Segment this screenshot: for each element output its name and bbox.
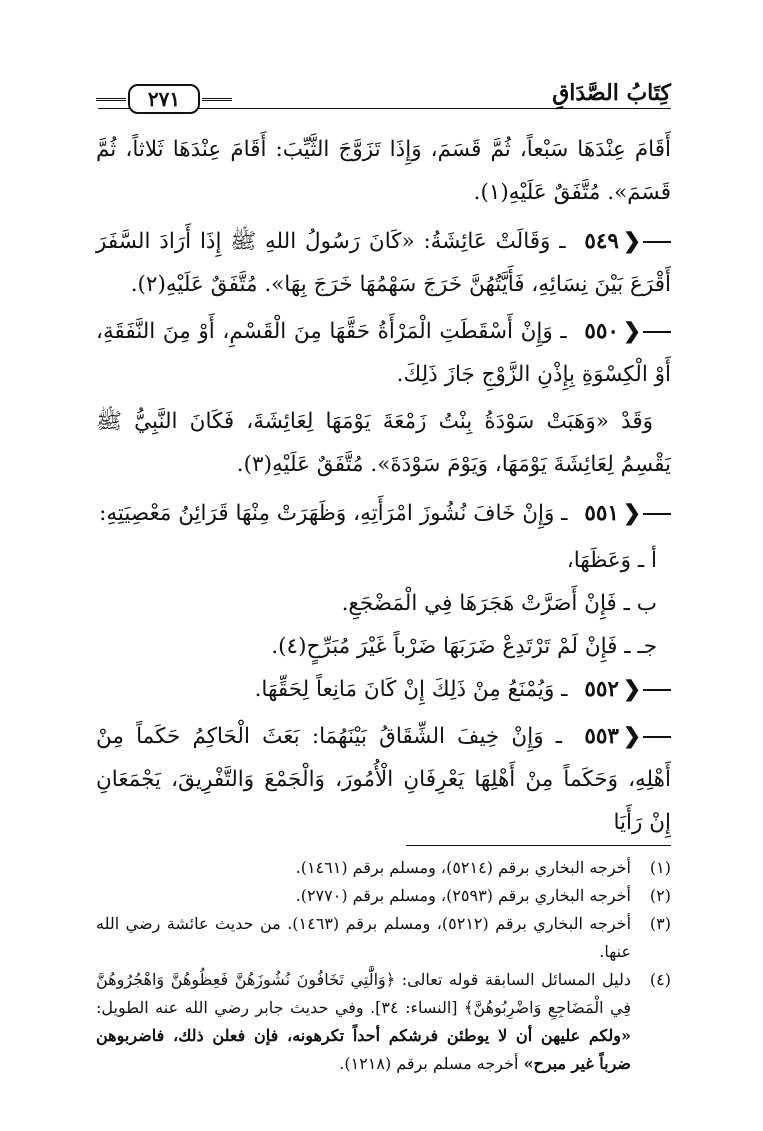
page-header [98, 78, 671, 120]
footnote-number: (١) [649, 858, 671, 877]
footnote-text: أخرجه البخاري برقم (٢٥٩٣)، ومسلم برقم (٢٧٧٠). [295, 886, 631, 905]
footnotes [96, 854, 671, 1078]
item-553 [96, 715, 671, 844]
item-marker [584, 668, 671, 711]
item-552 [96, 668, 671, 711]
bracket-icon: ❮ [622, 724, 641, 749]
footnote-number: (٤) [649, 970, 671, 989]
footnote [96, 966, 671, 1078]
main-text [96, 128, 671, 848]
footnote-text: أخرجه البخاري برقم (٥٢١٤)، ومسلم برقم (١٤٦١). [295, 858, 631, 877]
book-title: كِتَابُ الصَّدَاقِ [552, 80, 671, 106]
footnote-text-part: دليل المسائل السابقة قوله تعالى: ﴿وَالَّٰتِي تَخَافُونَ نُشُوزَهُنَّ فَعِظُوهُنَّ وَاهْجُرُوهُنَّ فِي الْمَضَاجِعِ وَاضْرِبُوهُنَّ﴾ [النساء: ٣٤]. وفي حديث جابر رضي الله عنه الطويل: [96, 970, 631, 1017]
item-549 [96, 220, 671, 306]
arrow-line-icon [643, 736, 671, 738]
item-number: ٥٥٠ [584, 319, 619, 344]
bracket-icon: ❮ [622, 677, 641, 702]
bracket-icon: ❮ [622, 319, 641, 344]
item-550 [96, 310, 671, 396]
arrow-line-icon [643, 689, 671, 691]
footnote-text: أخرجه البخاري برقم (٥٢١٢)، ومسلم برقم (١٤٦٣). من حديث عائشة رضي الله عنها. [96, 914, 632, 961]
item-text: ـ وَيُمْنَعُ مِنْ ذَلِكَ إِنْ كَانَ مَانِعاً لِحَقِّهَا. [254, 677, 568, 702]
footnote-text-part: أخرجه مسلم برقم (١٢١٨). [339, 1054, 524, 1073]
footnote-text [96, 966, 631, 1078]
arrow-line-icon [643, 241, 671, 243]
item-marker [584, 492, 671, 535]
item-number: ٥٥٢ [584, 677, 619, 702]
footnote-number: (٢) [649, 886, 671, 905]
item-551 [96, 492, 671, 535]
item-marker [584, 310, 671, 353]
arrow-line-icon [643, 513, 671, 515]
footnote [96, 910, 671, 966]
item-text: ـ وَإِنْ خِيفَ الشِّقَاقُ بَيْنَهُمَا: بَعَثَ الْحَاكِمُ حَكَماً مِنْ أَهْلِهِ، وَحَكَماً مِنْ أَهْلِهَا يَعْرِفَانِ الْأُمُورَ، وَالْجَمْعَ وَالتَّفْرِيقَ، يَجْمَعَانِ إِنْ رَأَيَا [96, 724, 671, 835]
item-marker [584, 220, 671, 263]
sub-item-b: ب ـ فَإِنْ أَصَرَّتْ هَجَرَهَا فِي الْمَضْجَعِ. [341, 591, 657, 616]
item-text: ـ وَإِنْ أَسْقَطَتِ الْمَرْأَةُ حَقَّهَا مِنَ الْقَسْمِ، أَوْ مِنَ النَّفَقَةِ، أَوْ الْكِسْوَةِ بِإِذْنِ الزَّوْجِ جَازَ ذَلِكَ. [96, 319, 671, 387]
intro-paragraph: أَقَامَ عِنْدَهَا سَبْعاً، ثُمَّ قَسَمَ، وَإِذَا تَزَوَّجَ الثَّيِّبَ: أَقَامَ عِنْدَهَا ثَلاثاً، ثُمَّ قَسَمَ». مُتَّفَقٌ عَلَيْهِ(١). [96, 137, 671, 205]
sub-item-a: أ ـ وَعَظَهَا، [566, 548, 657, 573]
item-number: ٥٥٣ [584, 724, 619, 749]
footnote-separator [406, 845, 671, 846]
bracket-icon: ❮ [622, 501, 641, 526]
footnote [96, 882, 671, 910]
item-text: ـ وَإِنْ خَافَ نُشُوزَ امْرَأَتِهِ، وَظَهَرَتْ مِنْهَا قَرَائِنُ مَعْصِيَتِهِ: [99, 501, 568, 526]
hadith-quote: «ولكم عليهن أن لا يوطئن فرشكم أحداً تكرهونه، فإن فعلن ذلك، فاضربوهن ضرباً غير مبرح» [96, 1026, 631, 1073]
arrow-line-icon [643, 331, 671, 333]
item-marker [584, 715, 671, 758]
item-text: ـ وَقَالَتْ عَائِشَةُ: «كَانَ رَسُولُ اللهِ ﷺ إِذَا أَرَادَ السَّفَرَ أَقْرَعَ بَيْنَ نِسَائِهِ، فَأَيَّتُهُنَّ خَرَجَ سَهْمُهَا خَرَجَ بِهَا». مُتَّفَقٌ عَلَيْهِ(٢). [96, 229, 671, 297]
item-number: ٥٤٩ [584, 229, 619, 254]
sub-item-c: جـ ـ فَإِنْ لَمْ تَرْتَدِعْ ضَرَبَهَا ضَرْباً غَيْرَ مُبَرِّحٍ(٤). [271, 634, 657, 659]
footnote [96, 854, 671, 882]
footnote-number: (٣) [649, 914, 671, 933]
sawda-paragraph: وَقَدْ «وَهَبَتْ سَوْدَةُ بِنْتُ زَمْعَةَ يَوْمَهَا لِعَائِشَةَ، فَكَانَ النَّبِيُّ ﷺ يَقْسِمُ لِعَائِشَةَ يَوْمَهَا، وَيَوْمَ سَوْدَةَ». مُتَّفَقٌ عَلَيْهِ(٣). [96, 409, 671, 477]
page-number: ٢٧١ [128, 84, 200, 114]
bracket-icon: ❮ [622, 229, 641, 254]
item-number: ٥٥١ [584, 501, 619, 526]
